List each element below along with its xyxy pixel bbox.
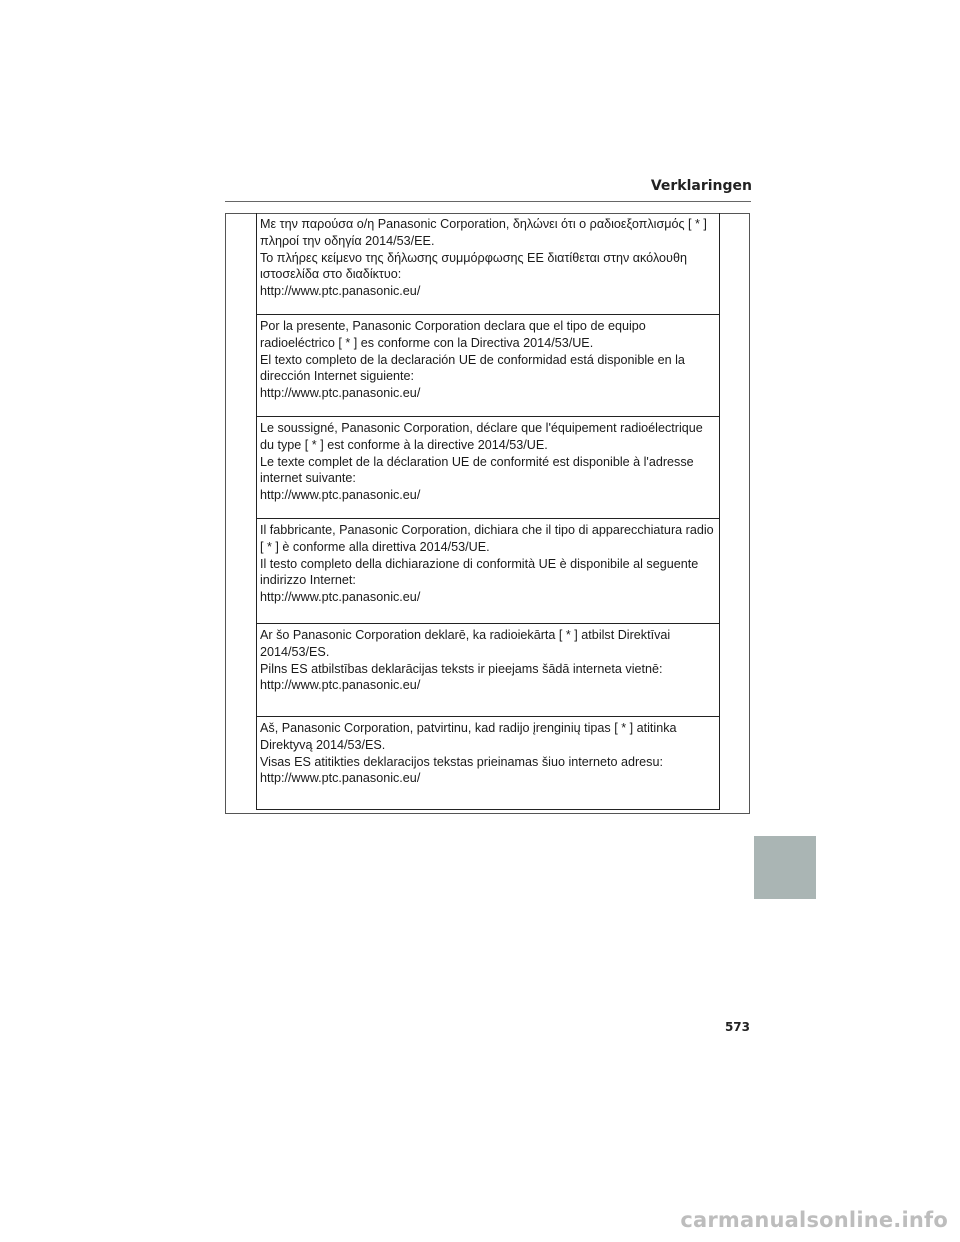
declaration-line: Pilns ES atbilstības deklarācijas teksts ir pieejams šādā interneta vietnē: (260, 661, 663, 676)
declaration-line: 2014/53/ES. (260, 644, 330, 659)
title-divider (225, 201, 751, 202)
section-title: Verklaringen (650, 178, 752, 194)
declaration-line: dirección Internet siguiente: (260, 369, 415, 384)
declaration-line: Visas ES atitikties deklaracijos tekstas prieinamas šiuo interneto adresu: (260, 754, 663, 769)
declaration-italian (257, 518, 719, 623)
declaration-url: http://www.ptc.panasonic.eu/ (260, 284, 421, 299)
declaration-latvian (257, 623, 719, 716)
declaration-line: Aš, Panasonic Corporation, patvirtinu, kad radijo įrenginių tipas [ * ] atitinka (260, 721, 677, 735)
declaration-french (257, 416, 719, 518)
declaration-url: http://www.ptc.panasonic.eu/ (260, 488, 421, 503)
declaration-line: Το πλήρες κείμενο της δήλωσης συμμόρφωσης ΕΕ διατίθεται στην ακόλουθη (260, 250, 687, 265)
declaration-line: El texto completo de la declaración UE de conformidad está disponible en la (260, 352, 685, 367)
declaration-line: Il testo completo della dichiarazione di conformità UE è disponibile al seguente (260, 556, 699, 571)
declaration-url: http://www.ptc.panasonic.eu/ (260, 678, 421, 693)
chapter-tab (754, 836, 816, 899)
declaration-line: πληροί την οδηγία 2014/53/ΕΕ. (260, 233, 435, 248)
page-number: 573 (724, 1020, 750, 1034)
declaration-line: ιστοσελίδα στο διαδίκτυο: (260, 267, 402, 282)
declaration-url: http://www.ptc.panasonic.eu/ (260, 590, 421, 605)
declaration-lithuanian (257, 716, 719, 808)
declaration-line: Le texte complet de la déclaration UE de conformité est disponible à l'adresse (260, 454, 694, 469)
declaration-line: Por la presente, Panasonic Corporation declara que el tipo de equipo (260, 319, 646, 333)
declaration-greek (257, 213, 719, 314)
declaration-line: indirizzo Internet: (260, 573, 356, 588)
declaration-url: http://www.ptc.panasonic.eu/ (260, 386, 421, 401)
declaration-spanish (257, 314, 719, 416)
declaration-line: [ * ] è conforme alla direttiva 2014/53/UE. (260, 539, 490, 554)
declaration-line: Il fabbricante, Panasonic Corporation, dichiara che il tipo di apparecchiatura radio (260, 523, 714, 537)
declaration-line: Le soussigné, Panasonic Corporation, déclare que l'équipement radioélectrique (260, 421, 703, 435)
declaration-table (256, 213, 720, 810)
declaration-line: du type [ * ] est conforme à la directive 2014/53/UE. (260, 437, 548, 452)
declaration-line: radioeléctrico [ * ] es conforme con la Directiva 2014/53/UE. (260, 335, 594, 350)
declaration-line: Ar šo Panasonic Corporation deklarē, ka radioiekārta [ * ] atbilst Direktīvai (260, 628, 671, 642)
watermark: carmanualsonline.info (680, 1208, 948, 1232)
declaration-line: Με την παρούσα ο/η Panasonic Corporation, δηλώνει ότι ο ραδιοεξοπλισμός [ * ] (260, 217, 707, 231)
declaration-line: Direktyvą 2014/53/ES. (260, 737, 386, 752)
declaration-url: http://www.ptc.panasonic.eu/ (260, 771, 421, 786)
declaration-line: internet suivante: (260, 471, 356, 486)
